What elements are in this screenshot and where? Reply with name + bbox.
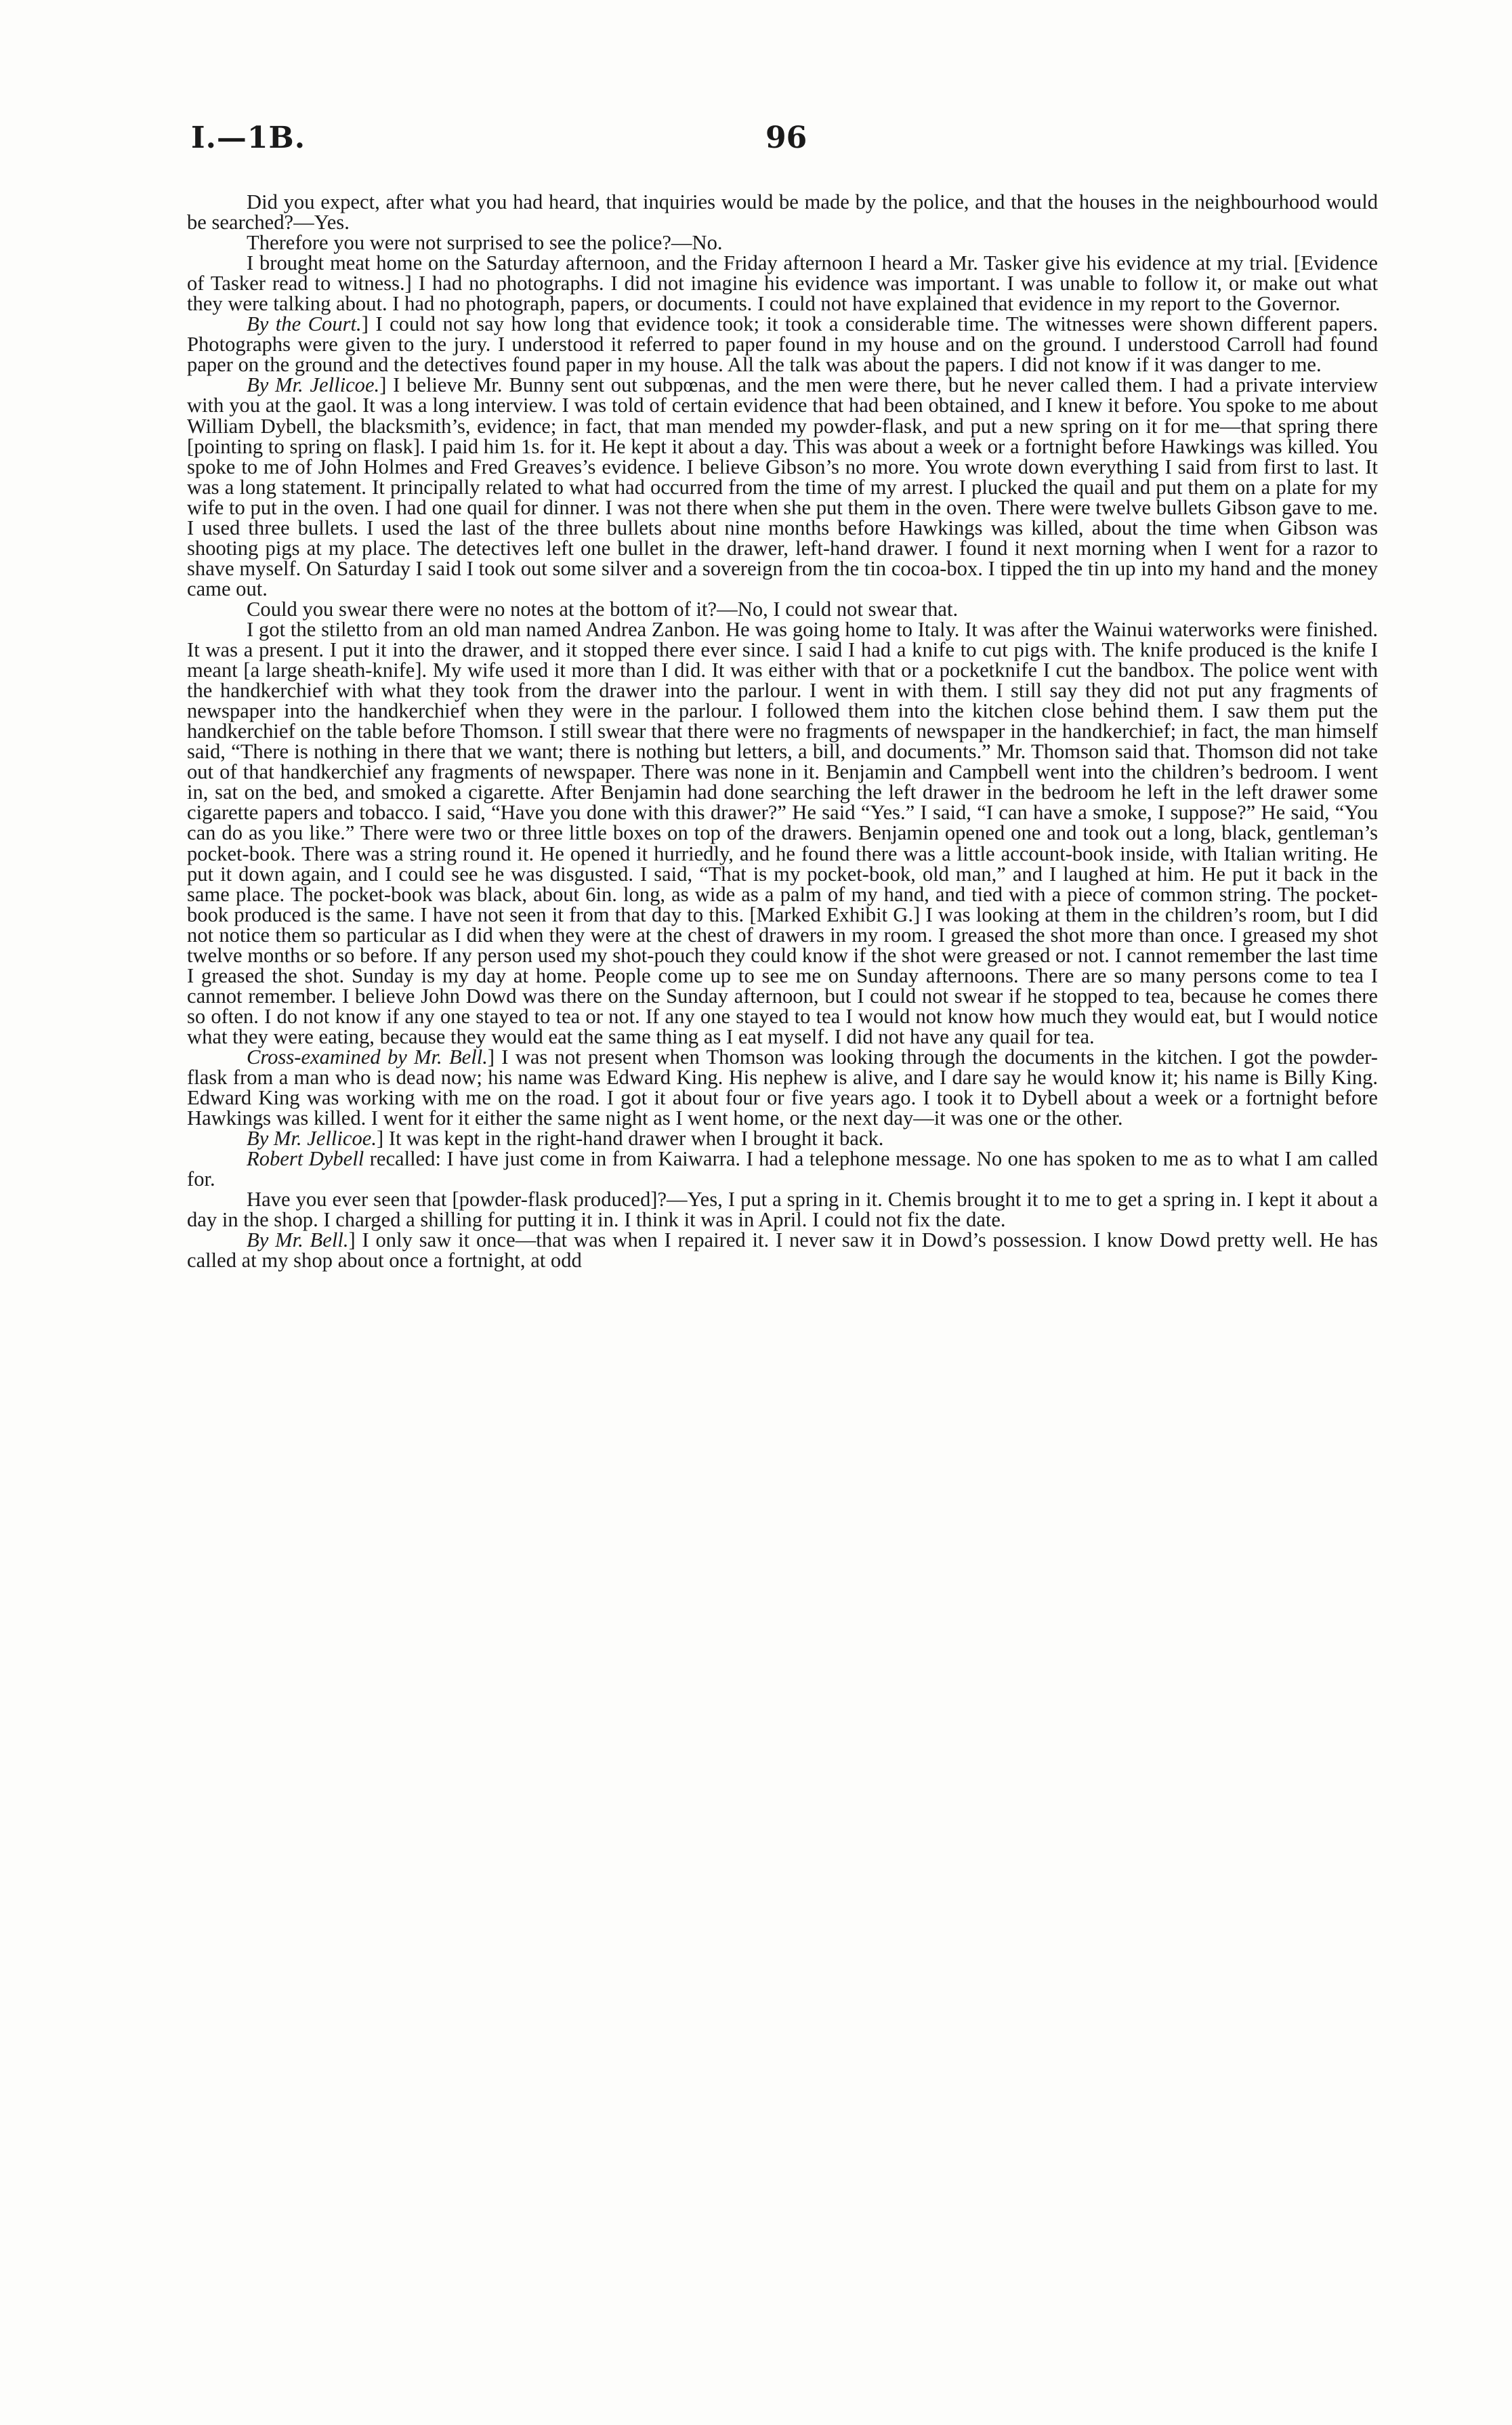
speaker-lead: By Mr. Jellicoe. bbox=[247, 1127, 377, 1151]
paragraph bbox=[187, 619, 1378, 1047]
paragraph-text: ] It was kept in the right-hand drawer when I brought it back. bbox=[376, 1127, 884, 1151]
paragraph-text: Could you swear there were no notes at the bottom of it?—No, I could not swear that. bbox=[247, 597, 959, 621]
paragraph-text: ] I could not say how long that evidence took; it took a considerable time. The witnesses were shown different papers. Photographs were given to the jury. I understood it referred to paper found in my house and on the ground. I understood Carroll had found paper on the ground and the detectives found paper in my house. All the talk was about the papers. I did not know if it was danger to me. bbox=[187, 312, 1378, 377]
paragraph bbox=[187, 1230, 1378, 1270]
paragraph bbox=[187, 1148, 1378, 1189]
paragraph-text: Have you ever seen that [powder-flask produced]?—Yes, I put a spring in it. Chemis brought it to me to get a spring in. I kept it about a day in the shop. I charged a shilling for putting it in. I think it was in April. I could not fix the date. bbox=[187, 1188, 1378, 1232]
paragraph-text: recalled: I have just come in from Kaiwarra. I had a telephone message. No one has spoken to me as to what I am called for. bbox=[187, 1147, 1378, 1191]
paragraph-text: Did you expect, after what you had heard, that inquiries would be made by the police, and that the houses in the neighbourhood would be searched?—Yes. bbox=[187, 190, 1378, 234]
paragraph bbox=[187, 1189, 1378, 1230]
paragraph-text: ] I believe Mr. Bunny sent out subpœnas, and the men were there, but he never called them. I had a private interview with you at the gaol. It was a long interview. I was told of certain evidence that had been obtained, and I knew it before. You spoke to me about William Dybell, the blacksmith’s, evidence; in fact, that man mended my powder-flask, and put a new spring on it for me—that spring there [pointing to spring on flask]. I paid him 1s. for it. He kept it about a day. This was about a week or a fortnight before Hawkings was killed. You spoke to me of John Holmes and Fred Greaves’s evidence. I believe Gibson’s no more. You wrote down everything I said from first to last. It was a long statement. It principally related to what had occurred from the time of my arrest. I plucked the quail and put them on a plate for my wife to put in the oven. I had one quail for dinner. I was not there when she put them in the oven. There were twelve bullets Gibson gave to me. I used three bullets. I used the last of the three bullets about nine months before Hawkings was killed, about the time when Gibson was shooting pigs at my place. The detectives left one bullet in the drawer, left-hand drawer. I found it next morning when I went for a razor to shave myself. On Saturday I said I took out some silver and a sovereign from the tin cocoa-box. I tipped the tin up into my hand and the money came out. bbox=[187, 373, 1378, 600]
paragraph-text: ] I was not present when Thomson was looking through the documents in the kitchen. I got the powder-flask from a man who is dead now; his name was Edward King. His nephew is alive, and I dare say he would know it; his name is Billy King. Edward King was working with me on the road. I got it about four or five years ago. I took it to Dybell about a week or a fortnight before Hawkings was killed. I went for it either the same night as I went home, or the next day—it was one or the other. bbox=[187, 1045, 1378, 1130]
document-reference: I.—1B. bbox=[191, 121, 306, 155]
paragraph-text: I brought meat home on the Saturday afternoon, and the Friday afternoon I heard a Mr. Tasker give his evidence at my trial. [Evidence of Tasker read to witness.] I had no photographs. I did not imagine his evidence was important. I was unable to follow it, or make out what they were talking about. I had no photograph, papers, or documents. I could not have explained that evidence in my report to the Governor. bbox=[187, 251, 1378, 316]
speaker-lead: By Mr. Bell. bbox=[247, 1228, 349, 1252]
paragraph bbox=[187, 192, 1378, 232]
paragraph bbox=[187, 314, 1378, 375]
page-header bbox=[191, 121, 1383, 168]
page-number: 96 bbox=[765, 121, 807, 155]
paragraph bbox=[187, 1047, 1378, 1128]
speaker-lead: Cross-examined by Mr. Bell. bbox=[247, 1045, 488, 1069]
speaker-lead: By Mr. Jellicoe. bbox=[247, 373, 380, 397]
body-text bbox=[187, 192, 1378, 1270]
paragraph bbox=[187, 253, 1378, 314]
paragraph-text: ] I only saw it once—that was when I repaired it. I never saw it in Dowd’s possession. I know Dowd pretty well. He has called at my shop about once a fortnight, at odd bbox=[187, 1228, 1378, 1272]
paragraph bbox=[187, 232, 1378, 253]
speaker-lead: By the Court. bbox=[247, 312, 362, 336]
paragraph-text: I got the stiletto from an old man named Andrea Zanbon. He was going home to Italy. It was after the Wainui waterworks were finished. It was a present. I put it into the drawer, and it stopped there ever since. I said I had a knife to cut pigs with. The knife produced is the knife I meant [a large sheath-knife]. My wife used it more than I did. It was either with that or a pocketknife I cut the bandbox. The police went with the handkerchief with what they took from the drawer into the parlour. I went in with them. I still say they did not put any fragments of newspaper into the handkerchief when they were in the parlour. I followed them into the kitchen close behind them. I saw them put the handkerchief on the table before Thomson. I still swear that there were no fragments of newspaper in the handkerchief; in fact, the man himself said, “There is nothing in there that we want; there is nothing but letters, a bill, and documents.” Mr. Thomson said that. Thomson did not take out of that handkerchief any fragments of newspaper. There was none in it. Benjamin and Campbell went into the children’s bedroom. I went in, sat on the bed, and smoked a cigarette. After Benjamin had done searching the left drawer in the bedroom he left in the left drawer some cigarette papers and tobacco. I said, “Have you done with this drawer?” He said “Yes.” I said, “I can have a smoke, I suppose?” He said, “You can do as you like.” There were two or three little boxes on top of the drawers. Benjamin opened one and took out a long, black, gentleman’s pocket-book. There was a string round it. He opened it hurriedly, and he found there was a little account-book inside, with Italian writing. He put it down again, and I could see he was disgusted. I said, “That is my pocket-book, old man,” and I laughed at him. He put it back in the same place. The pocket-book was black, about 6in. long, as wide as a palm of my hand, and tied with a piece of common string. The pocket-book produced is the same. I have not seen it from that day to this. [Marked Exhibit G.] I was looking at them in the children’s room, but I did not notice them so particular as I did when they were at the chest of drawers in my room. I greased the shot more than once. I greased my shot twelve months or so before. If any person used my shot-pouch they could know if the shot were greased or not. I cannot remember the last time I greased the shot. Sunday is my day at home. People come up to see me on Sunday afternoons. There are so many persons come to tea I cannot remember. I believe John Dowd was there on the Sunday afternoon, but I could not swear if he stopped to tea, because he comes there so often. I do not know if any one stayed to tea or not. If any one stayed to tea I would not know how much they would eat, but I would notice what they were eating, because they would eat the same thing as I eat myself. I did not have any quail for tea. bbox=[187, 617, 1378, 1048]
paragraph bbox=[187, 375, 1378, 599]
paragraph-text: Therefore you were not surprised to see the police?—No. bbox=[247, 231, 723, 255]
paragraph bbox=[187, 599, 1378, 619]
speaker-lead: Robert Dybell bbox=[247, 1147, 364, 1171]
paragraph bbox=[187, 1127, 1378, 1151]
